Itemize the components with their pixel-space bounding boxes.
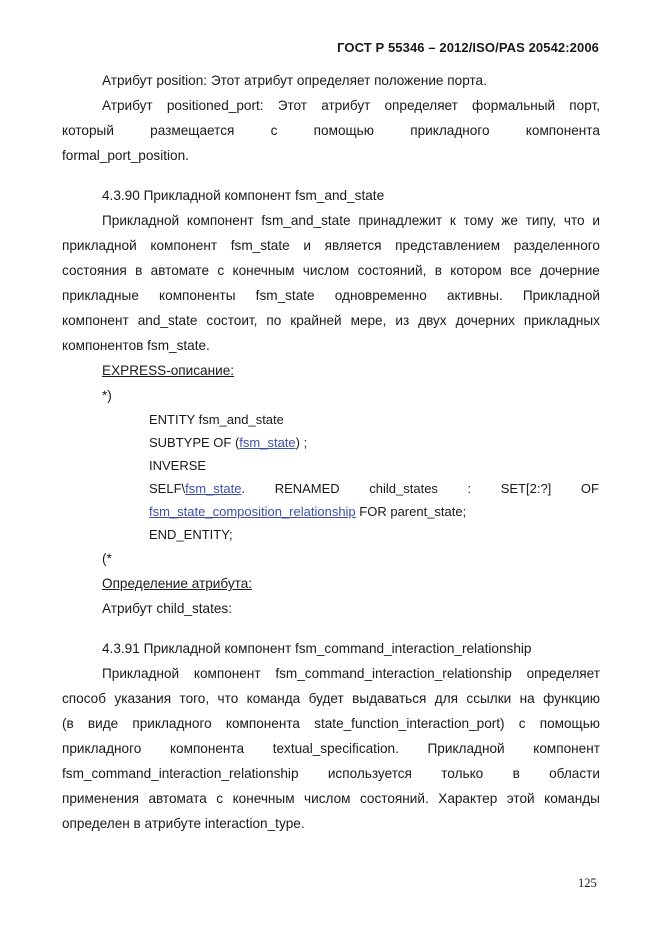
word: прикладной (62, 238, 137, 253)
word: разделенного (513, 238, 600, 253)
section-4-3-90-last-line: компонентов fsm_state. (62, 338, 210, 353)
express-label: EXPRESS-описание: (102, 363, 235, 378)
section-heading-4-3-90: 4.3.90 Прикладной компонент fsm_and_state (102, 188, 385, 203)
word: прикладного (62, 741, 142, 756)
code-word: RENAMED (274, 481, 340, 496)
attribute-child-states: Атрибут child_states: (102, 601, 232, 616)
section-4-3-91-body-line-5 (62, 765, 600, 783)
code-self-prefix: SELF\ (149, 481, 186, 496)
fsm-state-link-self[interactable]: fsm_state (185, 481, 242, 496)
word: компонент (150, 238, 218, 253)
word: способ (62, 691, 107, 706)
word: и (592, 213, 600, 228)
word: fsm_state (230, 238, 290, 253)
word: прикладных (523, 313, 600, 328)
word: конечным (232, 791, 295, 806)
code-self-head (149, 480, 245, 498)
word: формальный (472, 98, 556, 113)
word: типу, (525, 213, 557, 228)
word: определяет (526, 666, 600, 681)
word: автомате (150, 263, 210, 278)
code-word: : (467, 481, 472, 496)
code-inverse: INVERSE (149, 458, 207, 473)
code-subtype-suffix: ) ; (295, 435, 308, 450)
word: автомата (148, 791, 207, 806)
word: прикладного (132, 716, 212, 731)
word: что (563, 213, 585, 228)
word: fsm_state (255, 288, 315, 303)
section-4-3-90-body-line-1 (102, 212, 600, 230)
section-4-3-90-body-line-3 (62, 262, 600, 280)
word: области (549, 766, 600, 781)
section-4-3-91-body-line-6 (62, 790, 600, 808)
word: с (217, 263, 225, 278)
section-4-3-91-body-line-1 (102, 665, 600, 683)
document-header: ГОСТ Р 55346 – 2012/ISO/PAS 20542:2006 (337, 40, 599, 55)
word: по (266, 313, 282, 328)
code-word: OF (580, 481, 599, 496)
word: Прикладной (427, 741, 505, 756)
word: на (519, 691, 535, 706)
word: прикладного (410, 123, 490, 138)
word: только (441, 766, 484, 781)
code-end-entity: END_ENTITY; (149, 527, 233, 542)
word: компонент (186, 213, 254, 228)
word: помощью (313, 123, 374, 138)
word: компонент (193, 666, 261, 681)
word: прикладные (62, 288, 139, 303)
word: в (512, 766, 520, 781)
code-word: child_states (369, 481, 438, 496)
word: Атрибут (102, 98, 153, 113)
page-number: 125 (578, 876, 597, 890)
code-subtype-prefix: SUBTYPE OF ( (149, 435, 240, 450)
word: состояния (62, 263, 127, 278)
word: числом (304, 791, 351, 806)
word: является (324, 238, 382, 253)
code-relationship-suffix: FOR parent_state; (355, 504, 467, 519)
word: команда (246, 691, 301, 706)
word: and_state (137, 313, 198, 328)
word: компонент (533, 741, 600, 756)
word: Характер (438, 791, 498, 806)
word: двух (418, 313, 447, 328)
word: атрибут (321, 98, 371, 113)
word: Этот (277, 98, 308, 113)
code-word: SET[2:?] (500, 481, 552, 496)
word: который (62, 123, 114, 138)
word: виде (87, 716, 119, 731)
word: ссылки (466, 691, 512, 706)
section-4-3-91-body-line-2 (62, 690, 600, 708)
word: состоит, (206, 313, 258, 328)
section-4-3-91-last-line: определен в атрибуте interaction_type. (62, 816, 305, 831)
word: состояний, (357, 263, 427, 278)
word: fsm_command_interaction_relationship (62, 766, 299, 781)
word: помощью (539, 716, 600, 731)
word: компонент (62, 313, 129, 328)
word: с (216, 791, 224, 806)
section-4-3-90-body-line-2 (62, 237, 600, 255)
word: команды (544, 791, 600, 806)
word: крайней (290, 313, 342, 328)
word: активны. (446, 288, 503, 303)
word: в (135, 263, 143, 278)
word: дочерние (539, 263, 600, 278)
word: применения (62, 791, 139, 806)
code-self-dot: . (241, 481, 246, 496)
word: что (217, 691, 239, 706)
close-comment: (* (102, 551, 112, 566)
word: Прикладной (102, 213, 180, 228)
section-4-3-90-body-line-5 (62, 312, 600, 330)
word: дочерних (455, 313, 515, 328)
section-heading-4-3-91: 4.3.91 Прикладной компонент fsm_command_interaction_relationship (102, 641, 532, 656)
word: того, (179, 691, 210, 706)
word: будет (308, 691, 344, 706)
word: (в (62, 716, 74, 731)
word: с (518, 716, 526, 731)
word: одновременно (334, 288, 427, 303)
word: котором (450, 263, 502, 278)
word: state_function_interaction_port) (314, 716, 505, 731)
attribute-definition-label: Определение атрибута: (102, 576, 253, 591)
word: positioned_port: (166, 98, 264, 113)
word: тому (463, 213, 494, 228)
word: принадлежит (358, 213, 443, 228)
word: textual_specification. (272, 741, 399, 756)
word: к (449, 213, 456, 228)
word: указания (114, 691, 172, 706)
fsm-state-composition-relationship-link[interactable]: fsm_state_composition_relationship (149, 504, 356, 519)
word: fsm_and_state (261, 213, 351, 228)
word: все (510, 263, 532, 278)
paragraph-positioned-port-line-3: formal_port_position. (62, 148, 189, 163)
word: функцию (543, 691, 600, 706)
word: в (434, 263, 442, 278)
code-self-line (149, 480, 599, 498)
paragraph-position: Атрибут position: Этот атрибут определяет положение порта. (102, 73, 487, 88)
word: используется (327, 766, 412, 781)
word: fsm_command_interaction_relationship (275, 666, 512, 681)
word: компонента (525, 123, 600, 138)
word: порт, (569, 98, 600, 113)
code-relationship (149, 503, 466, 521)
word: конечным (232, 263, 295, 278)
word: с (270, 123, 278, 138)
word: представлением (395, 238, 501, 253)
word: компоненты (159, 288, 236, 303)
word: этой (506, 791, 535, 806)
section-4-3-91-body-line-4 (62, 740, 600, 758)
word: Прикладной (102, 666, 180, 681)
word: из (395, 313, 410, 328)
word: для (434, 691, 459, 706)
word: состояний. (359, 791, 429, 806)
word: мере, (350, 313, 387, 328)
word: и (303, 238, 311, 253)
word: числом (302, 263, 350, 278)
word: Прикладной (522, 288, 600, 303)
paragraph-positioned-port-line-2 (62, 122, 600, 140)
code-subtype (149, 434, 307, 452)
word: определяет (384, 98, 458, 113)
open-comment: *) (102, 388, 112, 403)
word: компонента (169, 741, 245, 756)
word: компонента (225, 716, 300, 731)
section-4-3-90-body-line-4 (62, 287, 600, 305)
fsm-state-link[interactable]: fsm_state (239, 435, 296, 450)
code-entity: ENTITY fsm_and_state (149, 412, 284, 427)
section-4-3-91-body-line-3 (62, 715, 600, 733)
word: размещается (150, 123, 235, 138)
paragraph-positioned-port-line-1 (102, 97, 600, 115)
word: же (501, 213, 518, 228)
word: выдаваться (352, 691, 427, 706)
